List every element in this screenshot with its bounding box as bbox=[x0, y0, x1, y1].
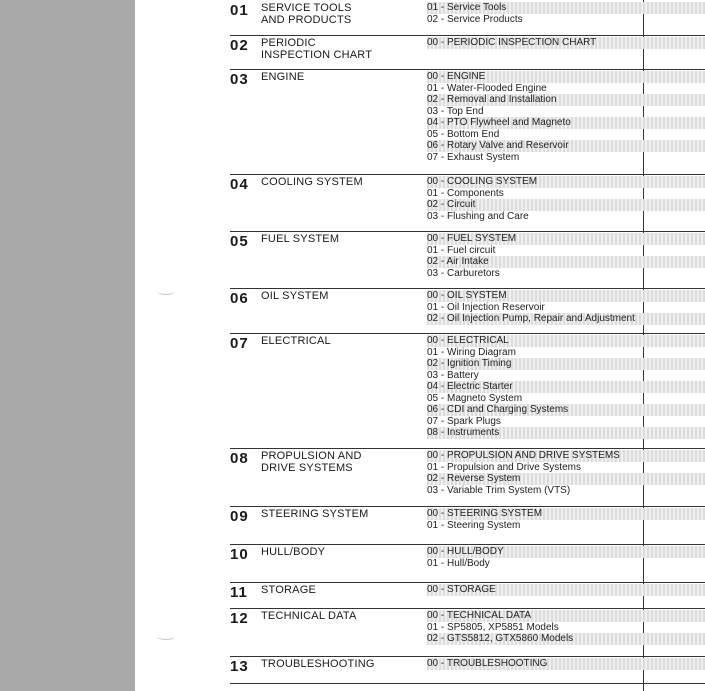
subsection-item[interactable]: 05 - Bottom End bbox=[427, 128, 500, 140]
subsection-item[interactable]: 03 - Flushing and Care bbox=[427, 210, 529, 222]
subsection-item[interactable]: 00 - FUEL SYSTEM bbox=[427, 233, 705, 245]
subsection-list bbox=[427, 546, 705, 569]
section-number: 12 bbox=[230, 610, 249, 627]
subsection-item[interactable]: 00 - PERIODIC INSPECTION CHART bbox=[427, 37, 705, 49]
toc-section[interactable] bbox=[230, 448, 705, 507]
section-title: PERIODIC INSPECTION CHART bbox=[261, 37, 373, 61]
binding-margin bbox=[0, 0, 135, 691]
section-title: PROPULSION AND DRIVE SYSTEMS bbox=[261, 450, 362, 474]
subsection-item[interactable]: 00 - HULL/BODY bbox=[427, 546, 705, 558]
subsection-list bbox=[427, 176, 705, 222]
subsection-item[interactable]: 02 - Service Products bbox=[427, 13, 523, 25]
subsection-item[interactable]: 02 - Ignition Timing bbox=[427, 358, 705, 370]
section-title: HULL/BODY bbox=[261, 546, 326, 558]
toc-section[interactable] bbox=[230, 582, 705, 609]
subsection-item[interactable]: 01 - Hull/Body bbox=[427, 557, 490, 569]
section-title: ENGINE bbox=[261, 71, 305, 83]
section-title: SERVICE TOOLS AND PRODUCTS bbox=[261, 2, 352, 26]
section-title: ELECTRICAL bbox=[261, 335, 331, 347]
subsection-item[interactable]: 02 - Circuit bbox=[427, 199, 705, 211]
subsection-item[interactable]: 03 - Variable Trim System (VTS) bbox=[427, 484, 571, 496]
subsection-item[interactable]: 01 - Wiring Diagram bbox=[427, 346, 516, 358]
toc-section[interactable] bbox=[230, 506, 705, 545]
subsection-item[interactable]: 04 - PTO Flywheel and Magneto bbox=[427, 117, 705, 129]
section-title: OIL SYSTEM bbox=[261, 290, 329, 302]
toc-section[interactable] bbox=[230, 35, 705, 70]
subsection-item[interactable]: 00 - TECHNICAL DATA bbox=[427, 610, 705, 622]
subsection-list bbox=[427, 584, 705, 596]
section-title: TROUBLESHOOTING bbox=[261, 658, 375, 670]
subsection-item[interactable]: 03 - Battery bbox=[427, 369, 479, 381]
section-number: 02 bbox=[230, 37, 249, 54]
toc-section[interactable] bbox=[230, 288, 705, 334]
subsection-item[interactable]: 00 - COOLING SYSTEM bbox=[427, 176, 705, 188]
subsection-item[interactable]: 00 - PROPULSION AND DRIVE SYSTEMS bbox=[427, 450, 705, 462]
subsection-item[interactable]: 07 - Spark Plugs bbox=[427, 415, 501, 427]
subsection-item[interactable]: 02 - GTS5812, GTX5860 Models bbox=[427, 633, 705, 645]
subsection-item[interactable]: 06 - Rotary Valve and Reservoir bbox=[427, 140, 705, 152]
subsection-item[interactable]: 01 - Fuel circuit bbox=[427, 244, 496, 256]
toc-section[interactable] bbox=[230, 69, 705, 175]
subsection-item[interactable]: 01 - SP5805, XP5851 Models bbox=[427, 621, 559, 633]
subsection-item[interactable]: 01 - Oil Injection Reservoir bbox=[427, 301, 545, 313]
subsection-item[interactable]: 02 - Reverse System bbox=[427, 473, 705, 485]
subsection-list bbox=[427, 335, 705, 439]
subsection-item[interactable]: 00 - TROUBLESHOOTING bbox=[427, 658, 705, 670]
section-number: 01 bbox=[230, 2, 249, 19]
subsection-item[interactable]: 08 - Instruments bbox=[427, 427, 705, 439]
toc-section[interactable] bbox=[230, 608, 705, 657]
subsection-list bbox=[427, 2, 705, 25]
subsection-item[interactable]: 03 - Carburetors bbox=[427, 267, 500, 279]
page-mark bbox=[157, 633, 175, 640]
toc-section[interactable] bbox=[230, 544, 705, 583]
subsection-list bbox=[427, 658, 705, 670]
section-title: STEERING SYSTEM bbox=[261, 508, 369, 520]
subsection-item[interactable]: 00 - ENGINE bbox=[427, 71, 705, 83]
section-number: 06 bbox=[230, 290, 249, 307]
subsection-item[interactable]: 01 - Steering System bbox=[427, 519, 521, 531]
subsection-item[interactable]: 02 - Air Intake bbox=[427, 256, 705, 268]
subsection-list bbox=[427, 290, 705, 325]
section-title: STORAGE bbox=[261, 584, 316, 596]
subsection-item[interactable]: 01 - Propulsion and Drive Systems bbox=[427, 461, 581, 473]
subsection-item[interactable]: 00 - OIL SYSTEM bbox=[427, 290, 705, 302]
subsection-item[interactable]: 04 - Electric Starter bbox=[427, 381, 705, 393]
subsection-item[interactable]: 01 - Components bbox=[427, 187, 504, 199]
toc-section[interactable] bbox=[230, 656, 705, 684]
subsection-item[interactable]: 03 - Top End bbox=[427, 105, 484, 117]
subsection-item[interactable]: 00 - ELECTRICAL bbox=[427, 335, 705, 347]
toc-section[interactable] bbox=[230, 231, 705, 289]
subsection-item[interactable]: 05 - Magneto System bbox=[427, 392, 523, 404]
section-title: TECHNICAL DATA bbox=[261, 610, 357, 622]
section-number: 13 bbox=[230, 658, 249, 675]
toc-section[interactable] bbox=[230, 174, 705, 232]
subsection-list bbox=[427, 71, 705, 163]
toc-section[interactable] bbox=[230, 0, 705, 36]
subsection-list bbox=[427, 233, 705, 279]
subsection-item[interactable]: 00 - STEERING SYSTEM bbox=[427, 508, 705, 520]
section-number: 03 bbox=[230, 71, 249, 88]
subsection-item[interactable]: 02 - Removal and Installation bbox=[427, 94, 705, 106]
section-number: 11 bbox=[230, 584, 248, 601]
section-number: 10 bbox=[230, 546, 249, 563]
subsection-item[interactable]: 06 - CDI and Charging Systems bbox=[427, 404, 705, 416]
subsection-item[interactable]: 07 - Exhaust System bbox=[427, 151, 520, 163]
section-number: 07 bbox=[230, 335, 249, 352]
subsection-list bbox=[427, 450, 705, 496]
section-number: 09 bbox=[230, 508, 249, 525]
section-number: 05 bbox=[230, 233, 249, 250]
section-title: FUEL SYSTEM bbox=[261, 233, 340, 245]
subsection-list bbox=[427, 37, 705, 49]
subsection-item[interactable]: 02 - Oil Injection Pump, Repair and Adjustment bbox=[427, 313, 705, 325]
subsection-item[interactable]: 01 - Service Tools bbox=[427, 2, 705, 14]
section-number: 08 bbox=[230, 450, 249, 467]
subsection-list bbox=[427, 610, 705, 645]
section-title: COOLING SYSTEM bbox=[261, 176, 363, 188]
page-mark bbox=[157, 288, 175, 295]
toc-section[interactable] bbox=[230, 333, 705, 449]
section-number: 04 bbox=[230, 176, 249, 193]
subsection-item[interactable]: 01 - Water-Flooded Engine bbox=[427, 82, 547, 94]
subsection-item[interactable]: 00 - STORAGE bbox=[427, 584, 705, 596]
subsection-list bbox=[427, 508, 705, 531]
